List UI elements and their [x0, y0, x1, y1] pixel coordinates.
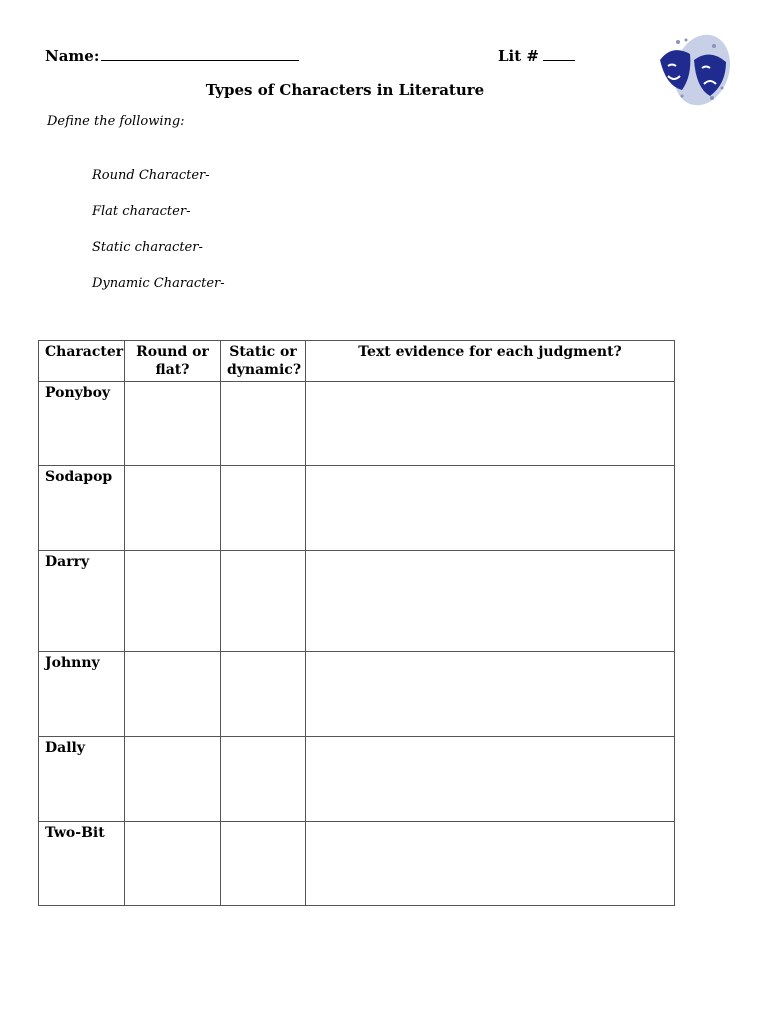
evidence-cell[interactable]: [306, 737, 675, 822]
static-dynamic-cell[interactable]: [221, 822, 306, 906]
header-character: Character: [39, 341, 125, 382]
header-static-dynamic: Static or dynamic?: [221, 341, 306, 382]
name-label: Name:: [45, 47, 100, 65]
static-dynamic-cell[interactable]: [221, 551, 306, 652]
round-flat-cell[interactable]: [125, 382, 221, 466]
lit-field[interactable]: [498, 46, 575, 65]
term-round: Round Character-: [92, 168, 210, 183]
term-static: Static character-: [92, 240, 203, 255]
evidence-cell[interactable]: [306, 551, 675, 652]
character-name: Sodapop: [39, 466, 125, 551]
table-row: [39, 822, 675, 906]
evidence-cell[interactable]: [306, 466, 675, 551]
static-dynamic-cell[interactable]: [221, 652, 306, 737]
round-flat-cell[interactable]: [125, 822, 221, 906]
character-name: Darry: [39, 551, 125, 652]
round-flat-cell[interactable]: [125, 737, 221, 822]
round-flat-cell[interactable]: [125, 652, 221, 737]
character-name: Two-Bit: [39, 822, 125, 906]
term-dynamic: Dynamic Character-: [92, 276, 225, 291]
table-row: [39, 551, 675, 652]
table-row: [39, 652, 675, 737]
round-flat-cell[interactable]: [125, 551, 221, 652]
evidence-cell[interactable]: [306, 822, 675, 906]
table-row: [39, 382, 675, 466]
evidence-cell[interactable]: [306, 382, 675, 466]
table-header-row: [39, 341, 675, 382]
lit-label: Lit #: [498, 47, 539, 65]
character-table: [38, 340, 675, 906]
table-row: [39, 737, 675, 822]
table-row: [39, 466, 675, 551]
header-round-flat: Round or flat?: [125, 341, 221, 382]
terms-list: [92, 168, 225, 312]
static-dynamic-cell[interactable]: [221, 382, 306, 466]
static-dynamic-cell[interactable]: [221, 466, 306, 551]
character-name: Dally: [39, 737, 125, 822]
instruction-text: Define the following:: [47, 114, 185, 129]
static-dynamic-cell[interactable]: [221, 737, 306, 822]
header-evidence: Text evidence for each judgment?: [306, 341, 675, 382]
name-blank[interactable]: [101, 46, 299, 61]
character-name: Ponyboy: [39, 382, 125, 466]
character-name: Johnny: [39, 652, 125, 737]
page-title: Types of Characters in Literature: [205, 81, 485, 99]
evidence-cell[interactable]: [306, 652, 675, 737]
term-flat: Flat character-: [92, 204, 191, 219]
round-flat-cell[interactable]: [125, 466, 221, 551]
name-field[interactable]: [45, 46, 299, 65]
lit-blank[interactable]: [543, 46, 575, 61]
